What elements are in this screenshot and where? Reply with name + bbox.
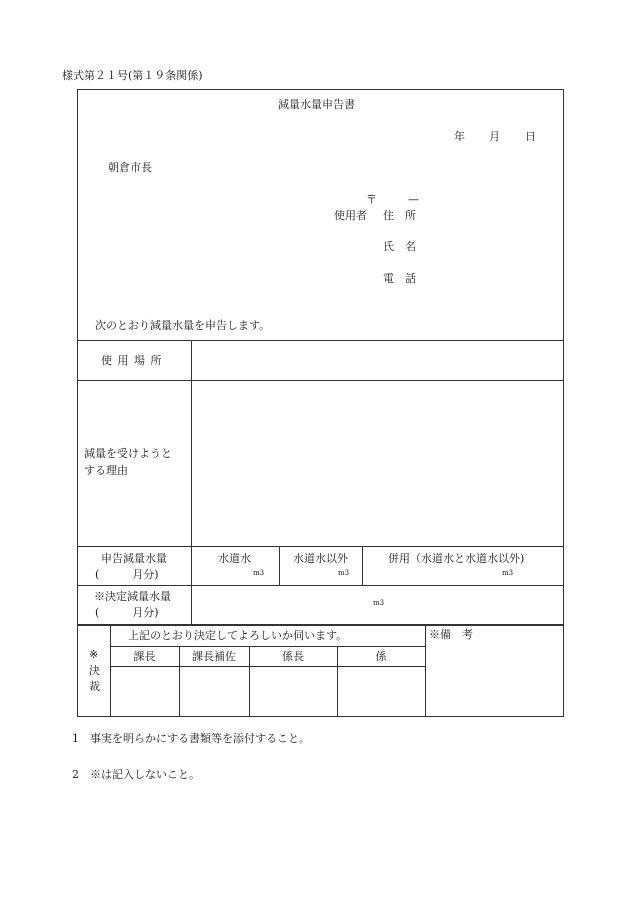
reason-label-line1: 減量を受けようと [84, 447, 172, 460]
reason-label-line2: する理由 [84, 464, 128, 477]
divider [110, 646, 425, 647]
approval-request-text: 上記のとおり決定してよろしいか伺います。 [128, 629, 348, 642]
place-label: 使 用 場 所 [101, 354, 163, 367]
date-day: 日 [525, 130, 536, 143]
non-water-unit: m3 [338, 569, 350, 577]
combined-field[interactable] [363, 547, 563, 584]
approval-label-1: 決 [89, 664, 100, 677]
user-label: 使用者 [334, 209, 367, 222]
phone-label: 電 話 [383, 272, 416, 285]
decided-unit: m3 [373, 599, 385, 607]
combined-unit: m3 [502, 569, 514, 577]
date-year: 年 [454, 130, 465, 143]
combined-label: 併用（水道水と水道水以外) [388, 552, 525, 565]
water-field[interactable] [192, 547, 278, 584]
place-field[interactable] [192, 341, 563, 379]
water-unit: m3 [253, 569, 265, 577]
decided-label-line1: ※決定減量水量 [94, 590, 171, 603]
declared-label-line2: ( 月分) [95, 568, 159, 581]
declared-label-line1: 申告減量水量 [101, 552, 167, 565]
non-water-field[interactable] [280, 547, 361, 584]
name-label: 氏 名 [383, 240, 416, 253]
approval-col-section-chief: 課長 [133, 650, 156, 663]
addressee: 朝倉市長 [108, 161, 152, 174]
address-label: 住 所 [383, 209, 416, 222]
non-water-label: 水道水以外 [293, 552, 348, 565]
approval-col-unit-chief: 係長 [282, 650, 304, 663]
divider [77, 625, 564, 626]
form-title: 減量水量申告書 [278, 98, 355, 111]
approval-label-2: 裁 [89, 680, 100, 693]
decided-label-line2: ( 月分) [95, 606, 159, 619]
note-2: 2 ※は記入しないこと。 [72, 768, 200, 781]
divider [110, 666, 425, 667]
divider [425, 625, 426, 717]
date-month: 月 [489, 130, 500, 143]
postal-mark: 〒 [366, 193, 377, 206]
water-label: 水道水 [218, 552, 251, 565]
approval-mark: ※ [89, 648, 99, 661]
decided-field[interactable] [192, 586, 563, 623]
remarks-label: ※備 考 [429, 628, 473, 641]
intro-text: 次のとおり減量水量を申告します。 [95, 319, 271, 332]
form-number-label: 様式第２１号(第１９条関係) [62, 69, 203, 82]
reason-field[interactable] [192, 381, 563, 545]
divider [110, 625, 111, 717]
note-1: 1 事実を明らかにする書類等を添付すること。 [72, 732, 310, 745]
postal-dash: — [408, 193, 419, 206]
approval-col-deputy-chief: 課長補佐 [192, 650, 236, 663]
approval-col-staff: 係 [375, 650, 387, 663]
